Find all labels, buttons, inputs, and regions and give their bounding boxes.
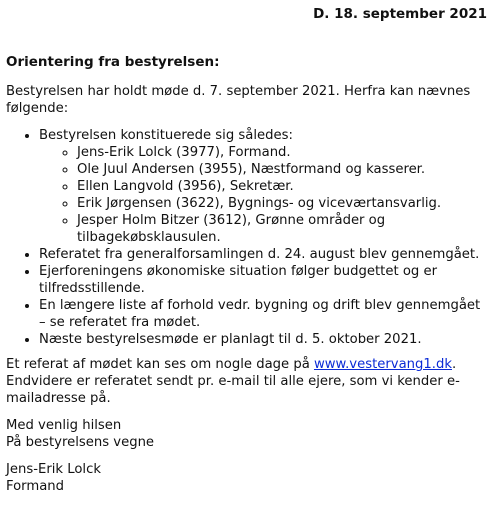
member-item: ◦ Ellen Langvold (3956), Sekretær. <box>77 178 490 195</box>
constituted-text: Bestyrelsen konstituerede sig således: <box>39 128 293 143</box>
list-item: • En længere liste af forhold vedr. bygning og drift blev gennemgået – se referatet fra mødet. <box>39 297 490 331</box>
closing-on-behalf: På bestyrelsens vegne <box>6 435 155 450</box>
list-item: • Næste bestyrelsesmøde er planlagt til d. 5. oktober 2021. <box>39 331 490 348</box>
website-link[interactable]: www.vestervang1.dk <box>313 357 453 372</box>
member-item: ◦ Jens-Erik Lolck (3977), Formand. <box>77 144 490 161</box>
document-body <box>6 54 490 505</box>
member-list <box>39 144 490 246</box>
list-item: • Ejerforeningens økonomiske situation følger budgettet og er tilfredsstillende. <box>39 263 490 297</box>
closing <box>6 417 490 451</box>
signer-name: Jens-Erik Lolck <box>6 462 101 477</box>
referat-text-after: . Endvidere er referatet sendt pr. e-mail til alle ejere, som vi kender e-mailadresse på. <box>6 357 460 406</box>
intro-paragraph: Bestyrelsen har holdt møde d. 7. september 2021. Herfra kan nævnes følgende: <box>6 84 471 116</box>
list-item-constituted <box>39 127 490 246</box>
closing-greeting: Med venlig hilsen <box>6 418 122 433</box>
signer-title: Formand <box>6 479 65 494</box>
main-bullet-list <box>6 127 490 348</box>
section-heading: Orientering fra bestyrelsen: <box>6 54 220 70</box>
member-item: ◦ Erik Jørgensen (3622), Bygnings- og viceværtansvarlig. <box>77 195 490 212</box>
member-item: ◦ Jesper Holm Bitzer (3612), Grønne områder og tilbagekøbsklausulen. <box>77 212 490 246</box>
referat-text-before: Et referat af mødet kan ses om nogle dage på <box>6 357 314 372</box>
list-item: • Referatet fra generalforsamlingen d. 24. august blev gennemgået. <box>39 246 490 263</box>
member-item: ◦ Ole Juul Andersen (3955), Næstformand og kasserer. <box>77 161 490 178</box>
document-date: D. 18. september 2021 <box>313 6 487 22</box>
referat-paragraph <box>6 356 490 407</box>
